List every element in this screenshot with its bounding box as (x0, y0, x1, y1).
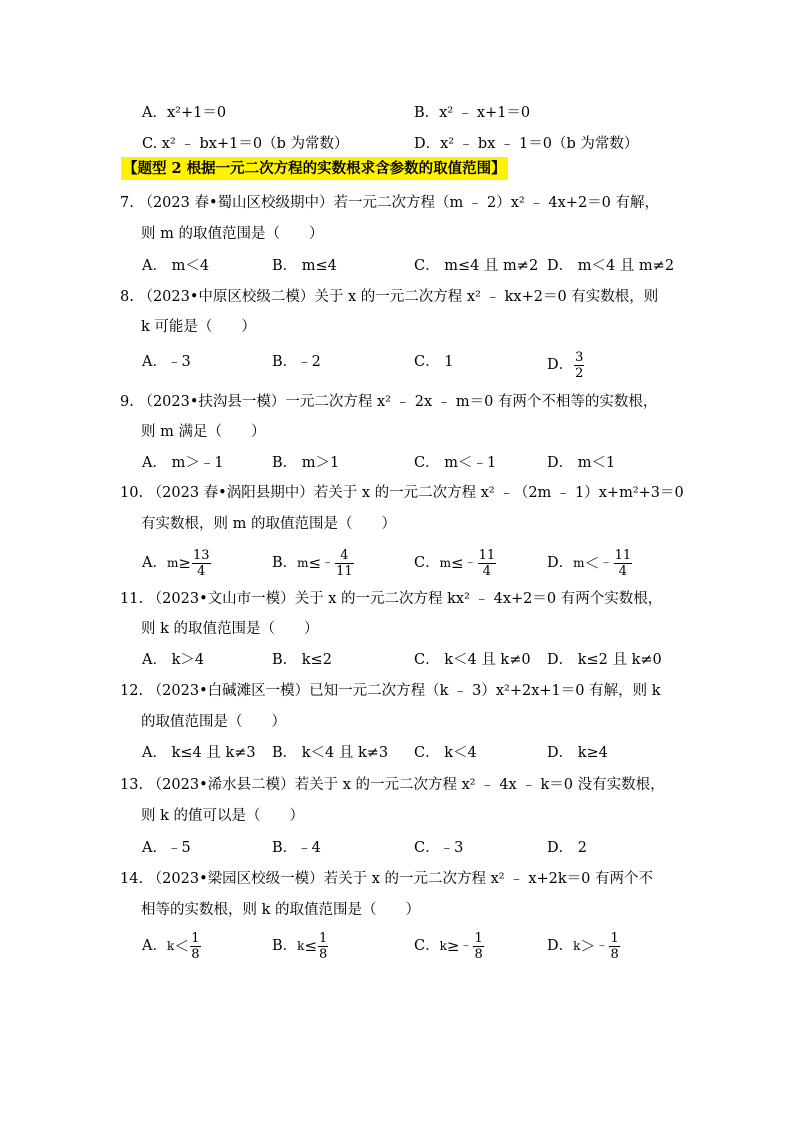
q14-c-neg: ﹣ (459, 938, 473, 953)
q13-option-a: A．﹣5 (142, 840, 191, 856)
q10-c-rel: ≤ (451, 554, 464, 572)
q9-stem-line2: 则 m 满足（ ） (141, 424, 266, 440)
q10-a-label: A． (142, 555, 167, 571)
q13-option-c: C．﹣3 (414, 840, 464, 856)
q10-d-label: D． (547, 555, 574, 571)
q10-a-var: m (166, 556, 179, 570)
q14-stem-line1: 14. （2023•梁园区校级一模）若关于 x 的一元二次方程 x² ﹣ x+2k＝0 有两个不 (120, 871, 654, 887)
q14-a-numerator: 1 (191, 930, 200, 946)
q7-stem-line2: 则 m 的取值范围是（ ） (141, 226, 324, 242)
q10-stem-line2: 有实数根，则 m 的取值范围是（ ） (141, 516, 396, 532)
q10-b-rel: ≤ (308, 554, 322, 572)
q10-option-d (547, 545, 632, 581)
q9-stem-line1: 9. （2023•扶沟县一模）一元二次方程 x² ﹣ 2x ﹣ m＝0 有两个不相等的实数根， (120, 394, 658, 410)
q9-option-b: B． m＞1 (272, 455, 340, 471)
q14-d-neg: ﹣ (595, 938, 609, 953)
q14-c-label: C． (414, 938, 440, 954)
q13-option-b: B．﹣4 (272, 840, 321, 856)
q8-stem-line1: 8. （2023•中原区校级二模）关于 x 的一元二次方程 x² ﹣ kx+2＝0 有实数根，则 (120, 289, 659, 305)
q14-b-numerator: 1 (319, 930, 328, 946)
q10-d-var: m (573, 556, 585, 570)
q14-c-fraction (473, 931, 483, 962)
q14-a-label: A． (142, 938, 167, 954)
q12-option-c: C． k＜4 (414, 745, 477, 761)
q14-c-rel: ≥ (446, 937, 460, 955)
q10-option-b (272, 545, 354, 581)
q10-c-label: C． (414, 555, 440, 571)
q14-c-var: k (439, 939, 447, 953)
q12-stem-line2: 的取值范围是（ ） (141, 714, 286, 730)
q8-option-d-fraction (574, 350, 584, 381)
q10-d-fraction (614, 548, 633, 579)
q8-option-c: C． 1 (414, 354, 454, 370)
q9-option-a: A． m＞﹣1 (142, 455, 224, 471)
prev-option-b: B．x² ﹣ x+1＝0 (414, 105, 531, 121)
q11-stem-line2: 则 k 的取值范围是（ ） (141, 621, 319, 637)
q10-b-var: m (297, 556, 309, 570)
q10-d-neg: ﹣ (599, 555, 613, 570)
q14-b-fraction (318, 931, 328, 962)
q13-stem-line1: 13. （2023•浠水县二模）若关于 x 的一元二次方程 x² ﹣ 4x ﹣ k＝0 没有实数根， (120, 777, 665, 793)
q9-option-c: C． m＜﹣1 (414, 455, 497, 471)
q14-d-label: D． (547, 938, 574, 954)
q12-option-b: B． k＜4 且 k≠3 (272, 745, 389, 761)
q14-d-denominator: 8 (610, 946, 619, 962)
section-title: 【题型 2 根据一元二次方程的实数根求含参数的取值范围】 (121, 157, 508, 180)
q11-option-b: B． k≤2 (272, 652, 332, 668)
q8-option-b: B．﹣2 (272, 354, 321, 370)
q14-a-rel: ＜ (174, 937, 190, 955)
q10-c-numerator: 11 (478, 547, 496, 563)
q10-b-label: B． (272, 555, 298, 571)
q7-option-d: D． m＜4 且 m≠2 (547, 258, 675, 274)
q14-d-rel: ＞ (580, 937, 596, 955)
q10-b-denominator: 11 (336, 563, 353, 579)
q14-d-fraction (609, 931, 619, 962)
q10-a-numerator: 13 (192, 547, 210, 563)
q14-option-a (142, 928, 201, 964)
q11-stem-line1: 11. （2023•文山市一模）关于 x 的一元二次方程 kx² ﹣ 4x+2＝0 有两个实数根， (120, 591, 663, 607)
q8-option-a: A．﹣3 (142, 354, 191, 370)
q13-stem-line2: 则 k 的值可以是（ ） (141, 808, 305, 824)
q11-option-d: D． k≤2 且 k≠0 (547, 652, 662, 668)
q10-c-var: m (439, 556, 451, 570)
q10-d-denominator: 4 (618, 563, 627, 579)
q7-option-c: C． m≤4 且 m≠2 (414, 258, 539, 274)
q10-c-neg: ﹣ (463, 555, 477, 570)
q10-a-fraction (192, 548, 211, 579)
prev-option-a: A．x²+1＝0 (142, 105, 227, 121)
q7-option-b: B． m≤4 (272, 258, 337, 274)
q10-b-fraction (335, 548, 354, 579)
q12-option-d: D． k≥4 (547, 745, 608, 761)
q7-option-a: A． m＜4 (142, 258, 210, 274)
q10-a-rel: ≥ (178, 554, 191, 572)
prev-option-d: D．x² ﹣ bx ﹣ 1＝0（b 为常数） (414, 136, 639, 152)
q14-a-denominator: 8 (191, 946, 200, 962)
q10-c-fraction (478, 548, 497, 579)
q10-d-numerator: 11 (614, 547, 632, 563)
q8-stem-line2: k 可能是（ ） (141, 319, 256, 335)
prev-option-c: C. x² ﹣ bx+1＝0（b 为常数） (142, 136, 349, 152)
q10-b-neg: ﹣ (321, 555, 335, 570)
q11-option-c: C． k＜4 且 k≠0 (414, 652, 531, 668)
q7-stem-line1: 7. （2023 春•蜀山区校级期中）若一元二次方程（m ﹣ 2）x² ﹣ 4x+2＝0 有解， (120, 195, 660, 211)
q14-option-c (414, 928, 484, 964)
q10-stem-line1: 10. （2023 春•涡阳县期中）若关于 x 的一元二次方程 x² ﹣（2m ﹣ 1）x+m²+3＝0 (120, 485, 684, 501)
q10-option-c (414, 545, 496, 581)
q14-b-var: k (297, 939, 305, 953)
q10-c-denominator: 4 (482, 563, 491, 579)
q14-option-d (547, 928, 620, 964)
q14-d-numerator: 1 (610, 930, 619, 946)
q12-stem-line1: 12. （2023•白碱滩区一模）已知一元二次方程（k ﹣ 3）x²+2x+1＝0 有解，则 k (120, 683, 661, 699)
q14-c-denominator: 8 (474, 946, 483, 962)
q14-d-var: k (573, 939, 581, 953)
q14-a-fraction (190, 931, 200, 962)
q9-option-d: D． m＜1 (547, 455, 616, 471)
q14-b-denominator: 8 (319, 946, 328, 962)
q10-option-a (142, 545, 211, 581)
q14-option-b (272, 928, 328, 964)
q8-d-denominator: 2 (575, 365, 584, 381)
q12-option-a: A． k≤4 且 k≠3 (142, 745, 256, 761)
q14-b-label: B． (272, 938, 298, 954)
q10-a-denominator: 4 (197, 563, 206, 579)
q8-d-numerator: 3 (575, 349, 584, 365)
q8-option-d (547, 347, 584, 383)
q13-option-d: D． 2 (547, 840, 587, 856)
q8-option-d-label: D． (547, 357, 574, 373)
q10-b-numerator: 4 (335, 548, 354, 564)
q14-stem-line2: 相等的实数根，则 k 的取值范围是（ ） (141, 902, 421, 918)
q14-c-numerator: 1 (474, 930, 483, 946)
q11-option-a: A． k＞4 (142, 652, 205, 668)
q14-a-var: k (166, 939, 175, 953)
q14-b-rel: ≤ (304, 937, 318, 955)
q10-d-rel: ＜ (584, 554, 600, 572)
